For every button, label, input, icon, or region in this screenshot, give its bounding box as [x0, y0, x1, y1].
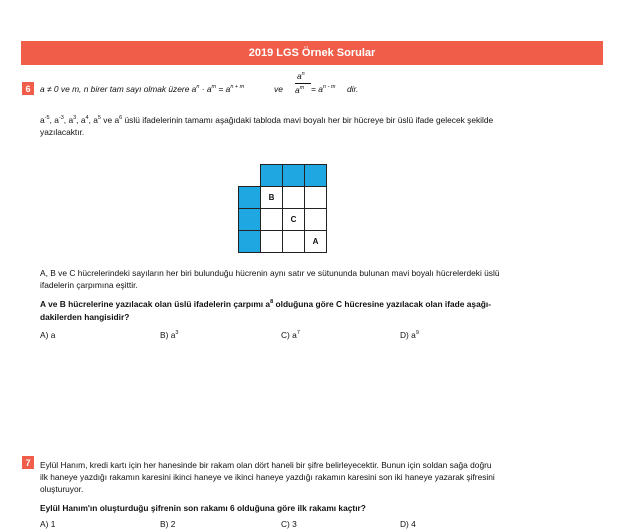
q6-frac-numerator: $a^n$ [297, 71, 305, 81]
q7-line1: Eylül Hanım, kredi kartı için her hanesinde bir rakam olan dört haneli bir şifre belirleyecektir. Bunun için soldan sağa doğru [40, 460, 492, 470]
grid-cell-blue [239, 231, 261, 253]
q6-intro-line2: yazılacaktır. [40, 127, 85, 137]
grid-cell-c: C [283, 209, 305, 231]
q6-frac-result: = $a^{n - m}$ [311, 84, 336, 94]
q7-option-d[interactable]: D) 4 [400, 519, 416, 529]
q6-option-b[interactable]: B) $a^3$ [160, 330, 179, 340]
question-7-number: 7 [22, 456, 34, 469]
q6-rule-ve: ve [274, 84, 283, 94]
q6-option-c[interactable]: C) $a^7$ [281, 330, 300, 340]
grid-cell-blue [261, 165, 283, 187]
q7-option-b[interactable]: B) 2 [160, 519, 176, 529]
q6-grid-table [238, 164, 327, 253]
q6-desc-line2: ifadelerin çarpımına eşittir. [40, 280, 138, 290]
question-6-number: 6 [22, 82, 34, 95]
header-title: 2019 LGS Örnek Sorular [248, 47, 376, 59]
q7-option-a[interactable]: A) 1 [40, 519, 56, 529]
grid-cell [305, 187, 327, 209]
q7-line2: ilk haneye yazdığı rakamın karesini ikinci haneye ve ikinci haneye yazdığı rakamın karesini son iki haneye yazarak şifresini [40, 472, 495, 482]
q6-intro-line1: $a^{-5}$, $a^{-3}$, $a^3$, $a^4$, $a^5$ ve $a^6$ üslü ifadelerinin tamamı aşağıdaki tabloda mavi boyalı her bir hücreye bir üslü ifade gelecek şekilde [40, 115, 494, 125]
q6-rule: a ≠ 0 ve m, n birer tam sayı olmak üzere $a^n \cdot a^m = a^{n + m}$ [40, 84, 245, 94]
grid-cell-empty [239, 165, 261, 187]
q7-question: Eylül Hanım'ın oluşturduğu şifrenin son rakamı 6 olduğuna göre ilk rakamı kaçtır? [40, 503, 366, 513]
grid-cell-a: A [305, 231, 327, 253]
grid-cell-blue [239, 209, 261, 231]
q6-frac-bar [295, 83, 311, 84]
grid-cell-blue [283, 165, 305, 187]
grid-cell [305, 209, 327, 231]
q6-option-a[interactable]: A) a [40, 330, 56, 340]
grid-cell [261, 231, 283, 253]
q7-option-c[interactable]: C) 3 [281, 519, 297, 529]
q6-desc-line1: A, B ve C hücrelerindeki sayıların her biri bulunduğu hücrenin aynı satır ve sütununda bulunan mavi boyalı hücrelerdeki üslü [40, 268, 500, 278]
grid-cell [283, 187, 305, 209]
header-banner [21, 41, 603, 65]
grid-cell-b: B [261, 187, 283, 209]
q6-question-line1: A ve B hücrelerine yazılacak olan üslü ifadelerin çarpımı $a^8$ olduğuna göre C hücresine yazılacak olan ifade aşağı- [40, 299, 491, 309]
grid-cell [261, 209, 283, 231]
q6-question-line2: dakilerden hangisidir? [40, 312, 130, 322]
q6-frac-denominator: $a^m$ [295, 85, 305, 95]
q7-line3: oluşturuyor. [40, 484, 84, 494]
grid-cell-blue [305, 165, 327, 187]
q6-rule-dir: dir. [347, 84, 359, 94]
grid-cell [283, 231, 305, 253]
q6-option-d[interactable]: D) $a^9$ [400, 330, 419, 340]
grid-cell-blue [239, 187, 261, 209]
